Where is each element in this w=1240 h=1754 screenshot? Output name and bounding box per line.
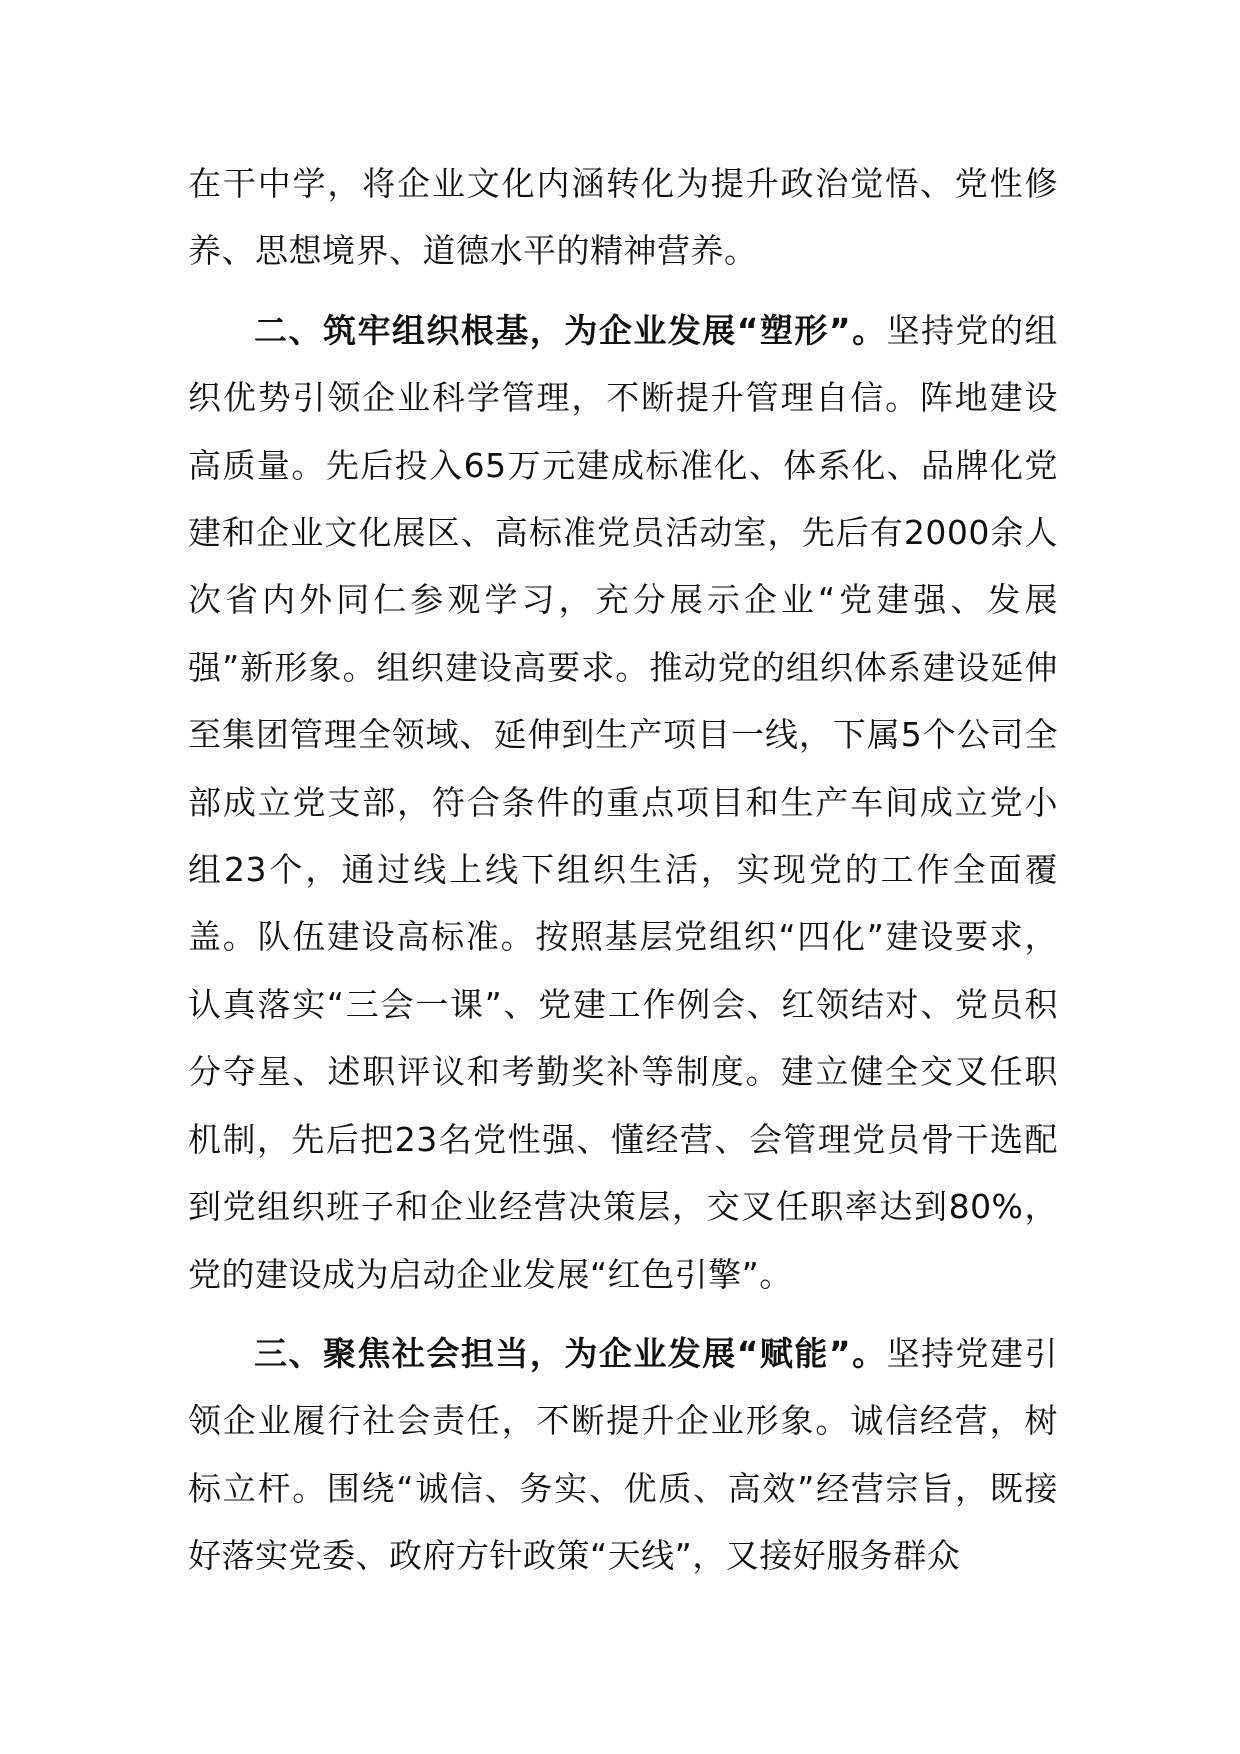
paragraph-body: 坚持党建引领企业履行社会责任，不断提升企业形象。诚信经营，树标立杆。围绕“诚信、务实、优质、高效”经营宗旨，既接好落实党委、政府方针政策“天线”，又接好服务群众	[188, 1333, 1058, 1576]
paragraph-body: 在干中学，将企业文化内涵转化为提升政治觉悟、党性修养、思想境界、道德水平的精神营养。	[188, 164, 1058, 271]
paragraph-body: 坚持党的组织优势引领企业科学管理，不断提升管理自信。阵地建设高质量。先后投入65万元建成标准化、体系化、品牌化党建和企业文化展区、高标准党员活动室，先后有2000余人次省内外同仁参观学习，充分展示企业“党建强、发展强”新形象。组织建设高要求。推动党的组织体系建设延伸至集团管理全领域、延伸到生产项目一线，下属5个公司全部成立党支部，符合条件的重点项目和生产车间成立党小组23个，通过线上线下组织生活，实现党的工作全面覆盖。队伍建设高标准。按照基层党组织“四化”建设要求，认真落实“三会一课”、党建工作例会、红领结对、党员积分夺星、述职评议和考勤奖补等制度。建立健全交叉任职机制，先后把23名党性强、懂经营、会管理党员骨干选配到党组织班子和企业经营决策层，交叉任职率达到80%，党的建设成为启动企业发展“红色引擎”。	[188, 310, 1058, 1294]
paragraph-continuation	[188, 150, 1058, 285]
paragraph-section-two	[188, 297, 1058, 1308]
section-heading: 三、聚焦社会担当，为企业发展“赋能”。	[254, 1333, 887, 1373]
document-page	[188, 150, 1058, 1590]
section-heading: 二、筑牢组织根基，为企业发展“塑形”。	[254, 310, 887, 350]
paragraph-section-three	[188, 1320, 1058, 1590]
